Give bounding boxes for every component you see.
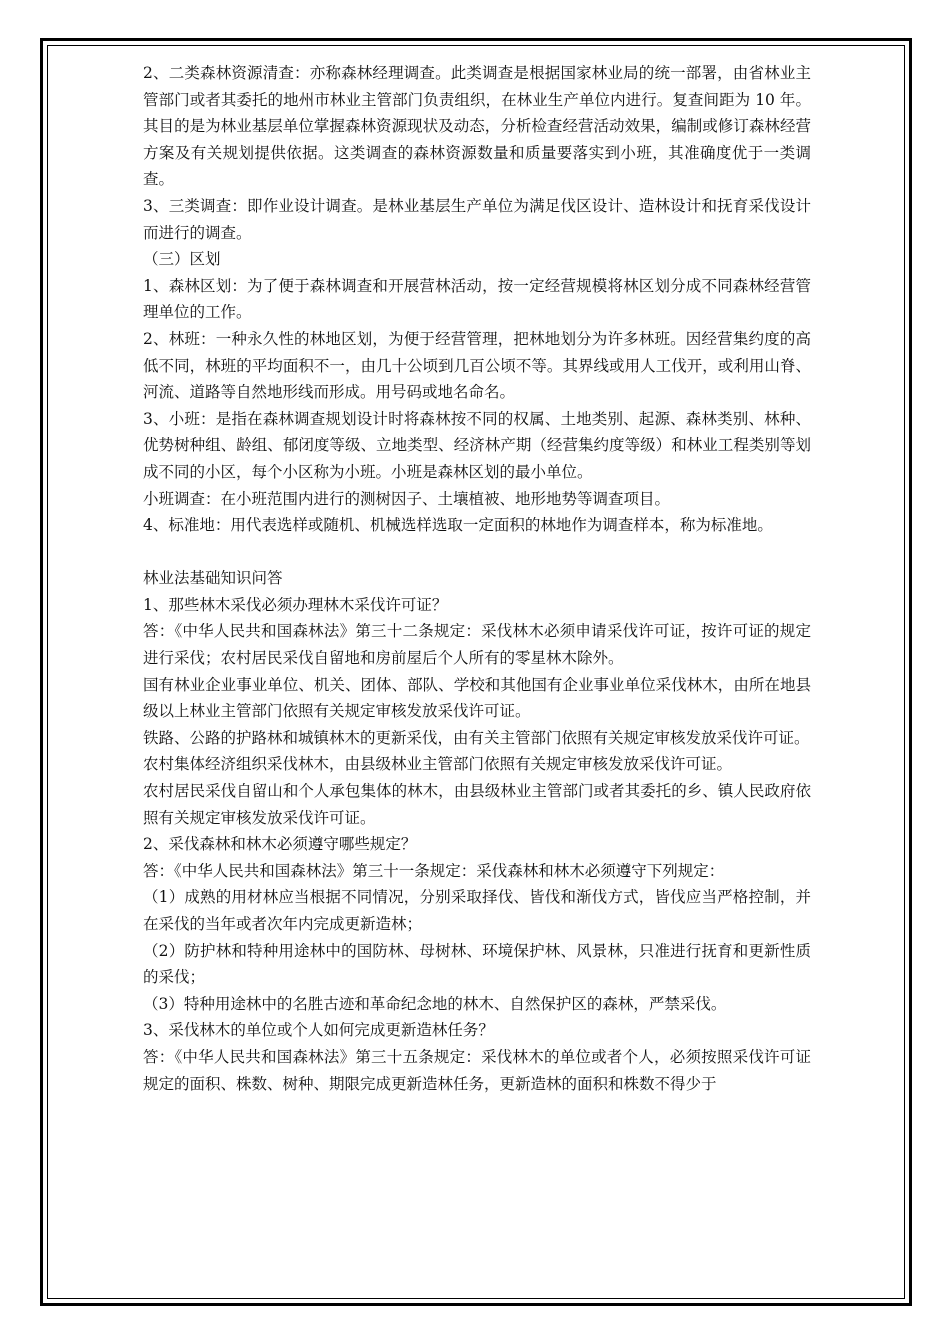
section-heading-forestry-law-qa: 林业法基础知识问答 [143, 569, 283, 588]
paragraph-sub-compartment-survey: 小班调查：在小班范围内进行的测树因子、土壤植被、地形地势等调查项目。 [143, 489, 671, 508]
answer-2-item-2: （2）防护林和特种用途林中的国防林、母树林、环境保护林、风景林，只准进行抚育和更新性质的采伐； [143, 941, 811, 987]
answer-1-state-units: 国有林业企业事业单位、机关、团体、部队、学校和其他国有企业事业单位采伐林木，由所在地县级以上林业主管部门依照有关规定审核发放采伐许可证。 [143, 675, 811, 721]
answer-2-item-1: （1）成熟的用材林应当根据不同情况，分别采取择伐、皆伐和渐伐方式，皆伐应当严格控制，并在采伐的当年或者次年内完成更新造林； [143, 888, 811, 933]
question-3: 3、采伐林木的单位或个人如何完成更新造林任务？ [143, 1021, 494, 1040]
paragraph-survey-class-2: 2、二类森林资源清查：亦称森林经理调查。此类调查是根据国家林业局的统一部署，由省林业主管部门或者其委托的地州市林业主管部门负责组织，在林业生产单位内进行。复查间距为 10 年。其目的是为林业基层单位掌握森林资源现状及动态，分析检查经营活动效果，编制或修订森林经营方案及有关规划提供依据。这类调查的森林资源数量和质量要落实到小班，其准确度优于一类调查。 [143, 64, 811, 189]
answer-2-item-3: （3）特种用途林中的名胜古迹和革命纪念地的林木、自然保护区的森林，严禁采伐。 [143, 994, 727, 1013]
document-body [143, 60, 811, 1097]
answer-3: 答：《中华人民共和国森林法》第三十五条规定：采伐林木的单位或者个人，必须按照采伐许可证规定的面积、株数、树种、期限完成更新造林任务，更新造林的面积和株数不得少于 [143, 1047, 811, 1093]
paragraph-forest-zoning: 1、森林区划：为了便于森林调查和开展营林活动，按一定经营规模将林区划分成不同森林经营管理单位的工作。 [143, 276, 811, 322]
paragraph-forest-compartment: 2、林班：一种永久性的林地区划，为便于经营管理，把林地划分为许多林班。因经营集约度的高低不同，林班的平均面积不一，由几十公顷到几百公顷不等。其界线或用人工伐开，或利用山脊、河流、道路等自然地形线而形成。用号码或地名命名。 [143, 329, 811, 402]
answer-1: 答：《中华人民共和国森林法》第三十二条规定：采伐林木必须申请采伐许可证，按许可证的规定进行采伐；农村居民采伐自留地和房前屋后个人所有的零星林木除外。 [143, 622, 811, 668]
question-1: 1、那些林木采伐必须办理林木采伐许可证？ [143, 595, 448, 614]
question-2: 2、采伐森林和林木必须遵守哪些规定？ [143, 835, 417, 854]
paragraph-survey-class-3: 3、三类调查：即作业设计调查。是林业基层生产单位为满足伐区设计、造林设计和抚育采伐设计而进行的调查。 [143, 196, 811, 242]
paragraph-sub-compartment: 3、小班：是指在森林调查规划设计时将森林按不同的权属、土地类别、起源、森林类别、林种、优势树种组、龄组、郁闭度等级、立地类型、经济林产期（经营集约度等级）和林业工程类别等划成不同的小区，每个小区称为小班。小班是森林区划的最小单位。 [143, 409, 811, 481]
answer-2: 答：《中华人民共和国森林法》第三十一条规定：采伐森林和林木必须遵守下列规定： [143, 861, 725, 880]
paragraph-sample-plot: 4、标准地：用代表选样或随机、机械选样选取一定面积的林地作为调查样本，称为标准地。 [143, 516, 773, 535]
blank-line [143, 539, 811, 566]
section-heading-zoning: （三）区划 [143, 250, 221, 269]
answer-1-villagers: 农村居民采伐自留山和个人承包集体的林木，由县级林业主管部门或者其委托的乡、镇人民政府依照有关规定审核发放采伐许可证。 [143, 782, 811, 827]
answer-1-collective: 农村集体经济组织采伐林木，由县级林业主管部门依照有关规定审核发放采伐许可证。 [143, 755, 733, 774]
answer-1-roadside: 铁路、公路的护路林和城镇林木的更新采伐，由有关主管部门依照有关规定审核发放采伐许可证。 [143, 728, 810, 747]
